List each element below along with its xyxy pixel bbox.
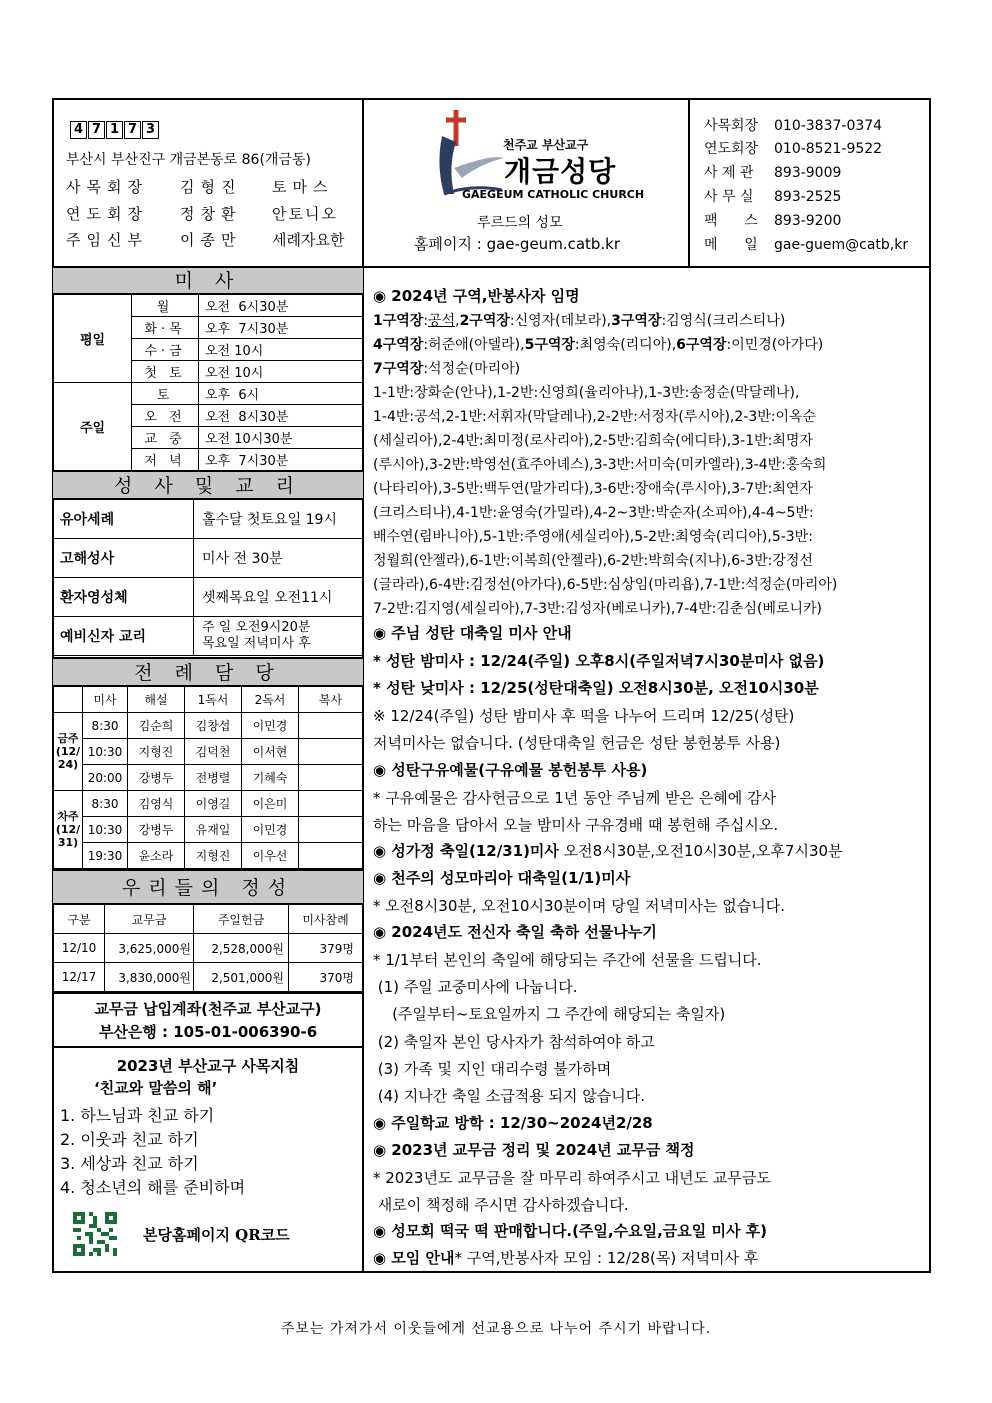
- logo-english: GAEGEUM CATHOLIC CHURCH: [462, 188, 645, 201]
- notice-line: 새로이 책정해 주시면 감사하겠습니다.: [373, 1196, 629, 1214]
- notice-title: ◉ 천주의 성모마리아 대축일(1/1)미사: [373, 869, 631, 887]
- notice-line: 7구역장:석정순(마리아): [373, 361, 521, 377]
- guideline-item: 4. 청소년의 해를 준비하며: [60, 1178, 246, 1197]
- sacraments-table: 유아세례 홀수달 첫토요일 19시 고해성사 미사 전 30분 환자영성체 셋째목요일 오전11시 예비신자 교리 주 일 오전9시20분 목요일 저녁미사 후: [53, 499, 363, 656]
- guideline-item: 2. 이웃과 친교 하기: [60, 1130, 199, 1149]
- notice-line: * 구유예물은 감사헌금으로 1년 동안 주님께 받은 은혜에 감사: [373, 789, 776, 807]
- notice-line: (3) 가족 및 지인 대리수령 불가하며: [373, 1060, 612, 1078]
- notice-line: (나타리아),3-5반:백두연(말가리다),3-6반:장애숙(루시아),3-7반:최연자: [373, 481, 813, 497]
- notice-line: 1-4반:공석,2-1반:서휘자(막달레나),2-2반:서정자(루시아),2-3반:이옥순: [373, 409, 817, 425]
- notice-title: ◉ 주님 성탄 대축일 미사 안내: [373, 624, 572, 642]
- notice-line: * 오전8시30분, 오전10시30분이며 당일 저녁미사는 없습니다.: [373, 897, 785, 915]
- leader-row: 연도회장 정창환 안토니오: [66, 205, 338, 223]
- notice-line: 1-1반:장화순(안나),1-2반:신영희(율리아나),1-3반:송정순(막달레나),: [373, 385, 800, 401]
- account-line2: 부산은행 : 105-01-006390-6: [98, 1023, 318, 1041]
- leader-row: 주임신부 이종만 세례자요한: [66, 231, 345, 249]
- notice-line: 저녁미사는 없습니다. (성탄대축일 헌금은 성탄 봉헌봉투 사용): [373, 734, 781, 752]
- logo-diocese: 천주교 부산교구: [503, 138, 589, 152]
- mass-table: 평일 월 오전 6시30분 화·목 오후 7시30분 수·금 오전 10시 첫 토 오전 10시 주일 토 오후 6시 오 전 오전 8시30분 교 중 오전 10시30분 저 녁 오후 7시30분: [53, 294, 363, 471]
- header-divider-right: [688, 98, 690, 268]
- guideline-item: 3. 세상과 친교 하기: [60, 1154, 199, 1173]
- notice-title: ◉ 2024년도 전신자 축일 축하 선물나누기: [373, 923, 657, 941]
- guideline-title: 2023년 부산교구 사목지침: [116, 1057, 300, 1075]
- logo-name: 개금성당: [504, 155, 617, 188]
- notice-line: 7-2반:김지영(세실리아),7-3반:김성자(베로니카),7-4반:김춘심(베로니카): [373, 601, 822, 617]
- notice-line: (글라라),6-4반:김정선(아가다),6-5반:심상임(마리욥),7-1반:석정순(마리아): [373, 577, 838, 593]
- mass-heading: 미 사: [53, 266, 363, 295]
- liturgy-table: 미사 해설 1독서 2독서 복사 금주(12/24) 8:30 김순희 김창섭 이민경 10:30 지형진 김덕천 이서현 20:00 강병두 전병렬 기혜숙 차주(12/31) 8:30 김영식 이영길 이은미 10:30 강병두 유재일 이민경 19:30 윤소라 지형진 이우선: [53, 686, 363, 869]
- notice-line: 배수연(림바니아),5-1반:주영애(세실리아),5-2반:최영숙(리디아),5-3반:: [373, 529, 813, 545]
- notice-line: 4구역장:허준애(아델라),5구역장:최영숙(리디아),6구역장:이민경(아가다): [373, 337, 824, 353]
- contact-row: 사 제 관 893-9009: [704, 165, 842, 181]
- contact-row: 메 일 gae-guem@catb,kr: [704, 237, 909, 253]
- patron: 루르드의 성모: [477, 215, 563, 231]
- offering-bottom-rule: [52, 992, 363, 994]
- notice-line: (세실리아),2-4반:최미정(로사리아),2-5반:김희숙(에디타),3-1반:최명자: [373, 433, 813, 449]
- address: 부산시 부산진구 개금본동로 86(개금동): [66, 152, 311, 168]
- offering-heading: 우리들의 정성: [53, 869, 363, 905]
- notice-title: ◉ 2024년 구역,반봉사자 임명: [373, 287, 580, 305]
- notice-line: * 2023년도 교무금을 잘 마무리 하여주시고 내년도 교무금도: [373, 1169, 771, 1187]
- guideline-item: 1. 하느님과 친교 하기: [60, 1106, 215, 1125]
- contact-row: 사 무 실 893-2525: [704, 189, 842, 205]
- notice-line: (1) 주일 교중미사에 나눕니다.: [373, 978, 578, 996]
- notice-line: 하는 마음을 담아서 오늘 밤미사 구유경배 때 봉헌해 주십시오.: [373, 816, 779, 834]
- notice-line: * 성탄 낮미사 : 12/25(성탄대축일) 오전8시30분, 오전10시30분: [373, 679, 819, 697]
- homepage: 홈페이지 : gae-geum.catb.kr: [414, 235, 621, 253]
- qr-code-icon[interactable]: [73, 1212, 117, 1256]
- notice-title: ◉ 주일학교 방학 : 12/30~2024년2/28: [373, 1114, 653, 1132]
- notice-line: (4) 지나간 축일 소급적용 되지 않습니다.: [373, 1087, 645, 1105]
- contact-row: 사목회장 010-3837-0374: [704, 118, 883, 134]
- notice-title: ◉ 성가정 축일(12/31)미사 오전8시30분,오전10시30분,오후7시30분: [373, 842, 843, 860]
- notice-title: ◉ 성탄구유예물(구유예물 봉헌봉투 사용): [373, 761, 648, 779]
- contact-row: 연도회장 010-8521-9522: [704, 141, 883, 157]
- leader-row: 사목회장 김형진 토마스: [66, 178, 334, 196]
- notice-line: (2) 축일자 본인 당사자가 참석하여야 하고: [373, 1033, 655, 1051]
- sacraments-heading: 성 사 및 교 리: [53, 470, 363, 500]
- account-bottom-rule: [52, 1046, 363, 1048]
- account-line1: 교무금 납입계좌(천주교 부산교구): [94, 1000, 322, 1018]
- guideline-subtitle: ‘친교와 말씀의 해’: [94, 1079, 218, 1097]
- notice-line: (크리스티나),4-1반:윤영숙(가밀라),4-2~3반:박순자(소피아),4-4~5반:: [373, 505, 814, 521]
- notice-title: ◉ 모임 안내* 구역,반봉사자 모임 : 12/28(목) 저녁미사 후: [373, 1249, 759, 1267]
- notice-line: 1구역장:공석,2구역장:신영자(데보라),3구역장:김영식(크리스티나): [373, 313, 786, 329]
- notice-title: ◉ 2023년 교무금 정리 및 2024년 교무금 책정: [373, 1141, 695, 1159]
- notice-line: (루시아),3-2반:박영선(효주아녜스),3-3반:서미숙(미카엘라),3-4반:홍숙희: [373, 457, 827, 473]
- notice-title: ◉ 성모회 떡국 떡 판매합니다.(주일,수요일,금요일 미사 후): [373, 1222, 768, 1240]
- notice-line: * 성탄 밤미사 : 12/24(주일) 오후8시(주일저녁7시30분미사 없음): [373, 652, 825, 670]
- qr-label: 본당홈페이지 QR코드: [143, 1226, 290, 1244]
- homepage-link[interactable]: gae-geum.catb.kr: [486, 235, 621, 253]
- notice-line: * 1/1부터 본인의 축일에 해당되는 주간에 선물을 드립니다.: [373, 951, 762, 969]
- contact-row: 팩 스 893-9200: [704, 213, 842, 229]
- footer-note: 주보는 가져가서 이웃들에게 선교용으로 나누어 주시기 바랍니다.: [280, 1321, 712, 1337]
- notice-line: ※ 12/24(주일) 성탄 밤미사 후 떡을 나누어 드리며 12/25(성탄): [373, 707, 795, 725]
- offering-table: 구분 교무금 주일헌금 미사참례 12/10 3,625,000원 2,528,000원 379명 12/17 3,830,000원 2,501,000원 370명: [53, 904, 363, 992]
- zip-code: 4 7 1 7 3: [70, 121, 159, 139]
- notice-line: 정월희(안젤라),6-1반:이복희(안젤라),6-2반:박희숙(지나),6-3반:강정선: [373, 553, 813, 569]
- liturgy-heading: 전 례 담 당: [53, 657, 363, 687]
- notice-line: (주일부터~토요일까지 그 주간에 해당되는 축일자): [373, 1005, 726, 1023]
